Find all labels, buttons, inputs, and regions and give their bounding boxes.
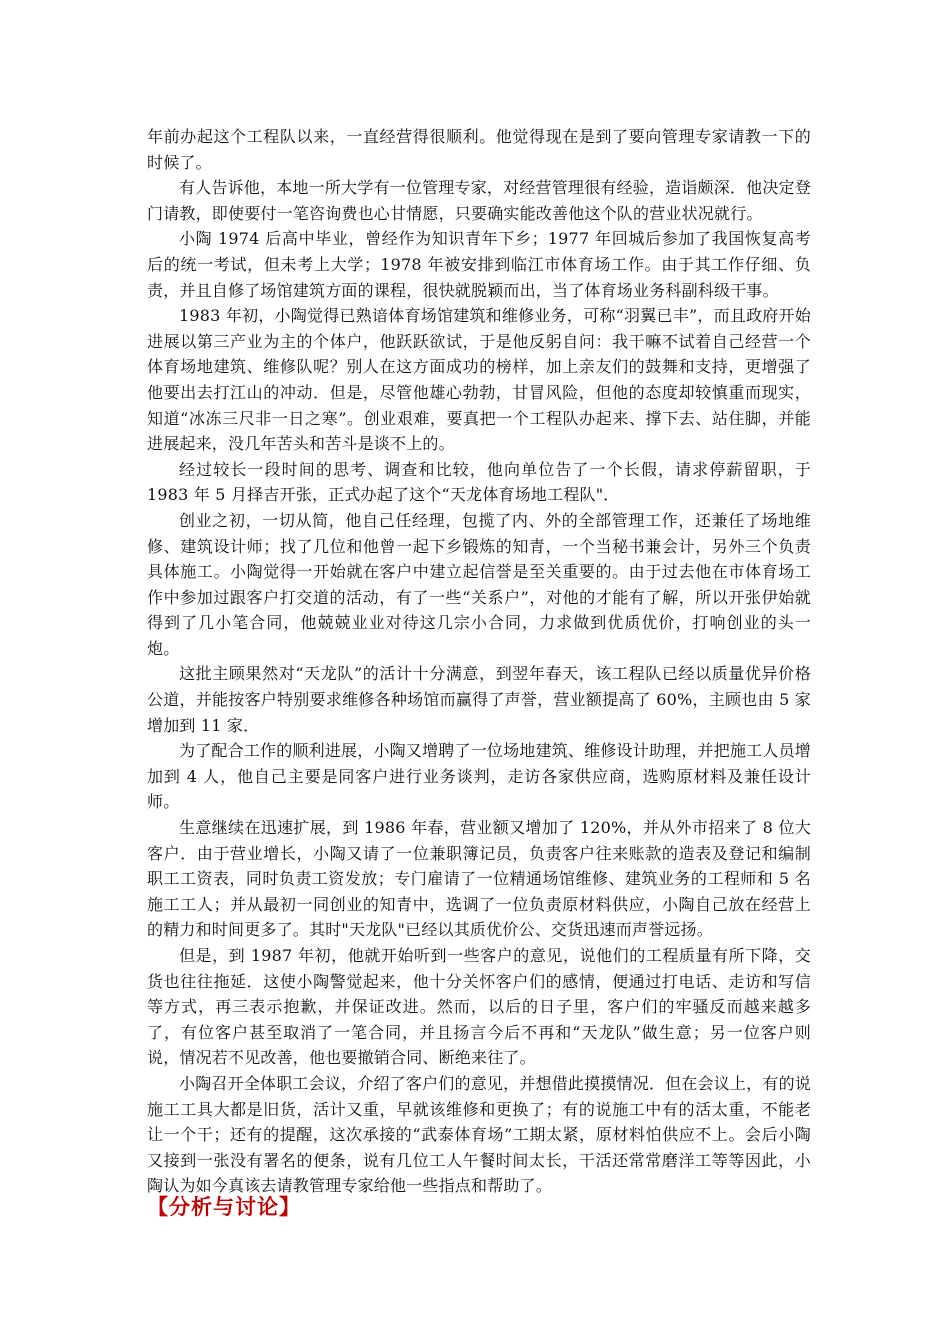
paragraph: 为了配合工作的顺利进展，小陶又增聘了一位场地建筑、维修设计助理，并把施工人员增加到 4 人，他自己主要是同客户进行业务谈判，走访各家供应商，选购原材料及兼任设计师。 (147, 741, 811, 812)
paragraph: 这批主顾果然对“天龙队”的活计十分满意，到翌年春天，该工程队已经以质量优异价格公道，并能按客户特别要求维修各种场馆而赢得了声誉，营业额提高了 60%，主顾也由 5 家增加到 11 家． (147, 664, 811, 735)
paragraph: 但是，到 1987 年初，他就开始听到一些客户的意见，说他们的工程质量有所下降，交货也往往拖延．这使小陶警觉起来，他十分关怀客户们的感情，便通过打电话、走访和写信等方式，再三表示抱歉，并保证改进。然而，以后的日子里，客户们的牢骚反而越来越多了，有位客户甚至取消了一笔合同，并且扬言今后不再和“天龙队”做生意；另一位客户则说，情况若不见改善，他也要撤销合同、断绝来往了。 (147, 946, 811, 1068)
section-heading: 【分析与讨论】 (147, 1195, 301, 1219)
case-study-body (147, 124, 811, 1199)
paragraph: 小陶召开全体职工会议，介绍了客户们的意见，并想借此摸摸情况．但在会议上，有的说施工工具大都是旧货，活计又重，早就该维修和更换了；有的说施工中有的活太重，不能老让一个干；还有的提醒，这次承接的“武泰体育场”工期太紧，原材料怕供应不上。会后小陶又接到一张没有署名的便条，说有几位工人午餐时间太长，干活还常常磨洋工等等因此，小陶认为如今真该去请教管理专家给他一些指点和帮助了。 (147, 1073, 811, 1196)
paragraph: 1983 年初，小陶觉得已熟谙体育场馆建筑和维修业务，可称“羽翼已丰”，而且政府开始进展以第三产业为主的个体户，他跃跃欲试，于是他反躬自问：我干嘛不试着自己经营一个体育场地建筑、维修队呢？别人在这方面成功的榜样，加上亲友们的鼓舞和支持，更增强了他要出去打江山的冲动．但是，尽管他雄心勃勃，甘冒风险，但他的态度却较慎重而现实，知道“冰冻三尺非一日之寒”。创业艰难，要真把一个工程队办起来、撑下去、站住脚，并能进展起来，没几年苦头和苦斗是谈不上的。 (147, 306, 811, 454)
paragraph: 生意继续在迅速扩展，到 1986 年春，营业额又增加了 120%，并从外市招来了 8 位大客户．由于营业增长，小陶又请了一位兼职簿记员，负责客户往来账款的造表及登记和编制职工工资表，同时负责工资发放；专门雇请了一位精通场馆维修、建筑业务的工程师和 5 名施工工人；并从最初一同创业的知青中，选调了一位负责原材料供应，小陶自己放在经营上的精力和时间更多了。其时"天龙队"已经以其质优价公、交货迅速而声誉远扬。 (147, 818, 811, 940)
paragraph: 经过较长一段时间的思考、调查和比较，他向单位告了一个长假，请求停薪留职，于 1983 年 5 月择吉开张，正式办起了这个“天龙体育场地工程队"． (147, 459, 811, 505)
paragraph: 创业之初，一切从简，他自己任经理，包揽了内、外的全部管理工作，还兼任了场地维修、建筑设计师；找了几位和他曾一起下乡锻炼的知青，一个当秘书兼会计，另外三个负责具体施工。小陶觉得一开始就在客户中建立起信誉是至关重要的。由于过去他在市体育场工作中参加过跟客户打交道的活动，有了一些“关系户”，对他的才能有了解，所以开张伊始就得到了几小笔合同，他兢兢业业对待这几宗小合同，力求做到优质优价，打响创业的头一炮。 (147, 510, 811, 658)
paragraph: 有人告诉他，本地一所大学有一位管理专家，对经营管理很有经验，造诣颇深．他决定登门请教，即使要付一笔咨询费也心甘情愿，只要确实能改善他这个队的营业状况就行。 (147, 178, 811, 223)
paragraph: 小陶 1974 后高中毕业，曾经作为知识青年下乡；1977 年回城后参加了我国恢复高考后的统一考试，但未考上大学；1978 年被安排到临江市体育场工作。由于其工作仔细、负责，并且自修了场馆建筑方面的课程，很快就脱颖而出，当了体育场业务科副科级干事。 (147, 229, 811, 300)
paragraph-continued: 年前办起这个工程队以来，一直经营得很顺利。他觉得现在是到了要向管理专家请教一下的时候了。 (147, 127, 811, 172)
